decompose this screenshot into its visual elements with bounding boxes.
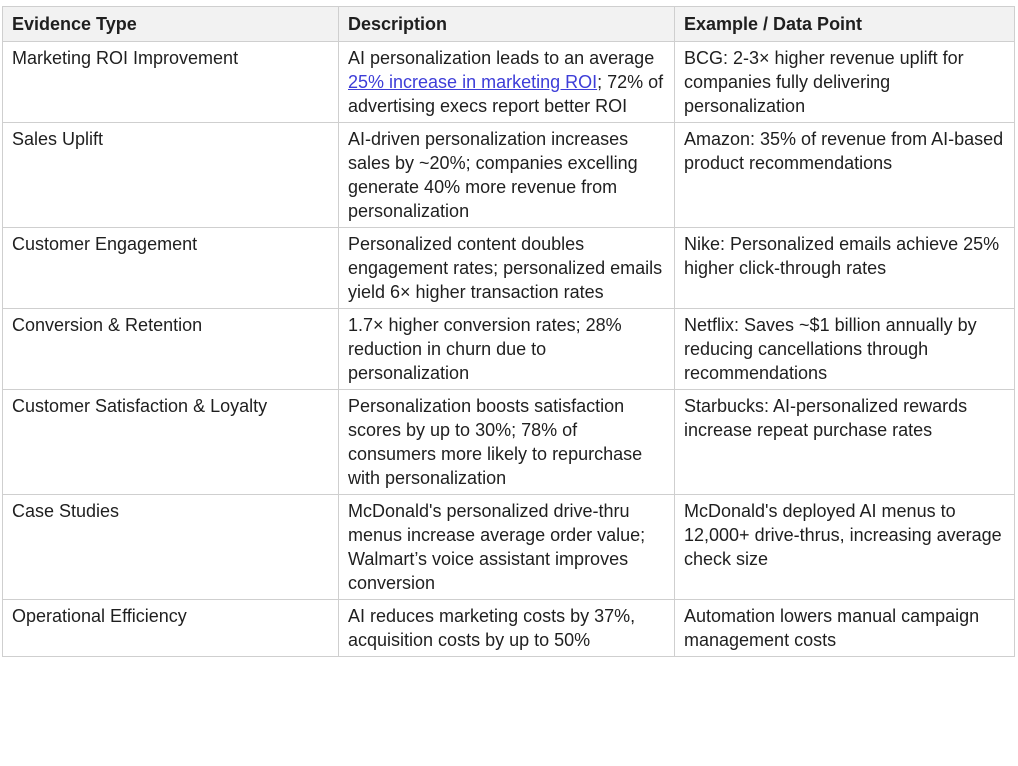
description-text: AI personalization leads to an average [348,48,655,68]
cell-example: Amazon: 35% of revenue from AI-based product recommendations [675,123,1015,228]
cell-description: McDonald's personalized drive-thru menus increase average order value; Walmart’s voice assistant improves conversion [339,495,675,600]
description-text: ; 72% of advertising execs report better ROI [348,72,664,116]
cell-description: Personalization boosts satisfaction scores by up to 30%; 78% of consumers more likely to repurchase with personalization [339,390,675,495]
table-row [3,228,1015,309]
table-row [3,600,1015,657]
cell-evidence-type: Operational Efficiency [3,600,339,657]
header-row [3,7,1015,42]
cell-evidence-type: Marketing ROI Improvement [3,42,339,123]
cell-description [339,42,675,123]
cell-evidence-type: Conversion & Retention [3,309,339,390]
cell-example: Starbucks: AI-personalized rewards increase repeat purchase rates [675,390,1015,495]
cell-evidence-type: Case Studies [3,495,339,600]
table-row [3,309,1015,390]
cell-description: 1.7× higher conversion rates; 28% reduction in churn due to personalization [339,309,675,390]
roi-source-link[interactable]: 25% increase in marketing ROI [348,72,598,92]
table-row [3,123,1015,228]
cell-description: AI-driven personalization increases sales by ~20%; companies excelling generate 40% more revenue from personalization [339,123,675,228]
cell-example: BCG: 2-3× higher revenue uplift for companies fully delivering personalization [675,42,1015,123]
evidence-table [2,6,1015,657]
cell-example: Nike: Personalized emails achieve 25% higher click-through rates [675,228,1015,309]
header-evidence-type: Evidence Type [3,7,339,42]
cell-example: Automation lowers manual campaign management costs [675,600,1015,657]
table-row [3,390,1015,495]
table-row [3,42,1015,123]
cell-example: McDonald's deployed AI menus to 12,000+ drive-thrus, increasing average check size [675,495,1015,600]
cell-description: AI reduces marketing costs by 37%, acquisition costs by up to 50% [339,600,675,657]
cell-example: Netflix: Saves ~$1 billion annually by reducing cancellations through recommendations [675,309,1015,390]
header-example: Example / Data Point [675,7,1015,42]
cell-evidence-type: Customer Engagement [3,228,339,309]
cell-evidence-type: Customer Satisfaction & Loyalty [3,390,339,495]
cell-evidence-type: Sales Uplift [3,123,339,228]
header-description: Description [339,7,675,42]
cell-description: Personalized content doubles engagement rates; personalized emails yield 6× higher transaction rates [339,228,675,309]
table-row [3,495,1015,600]
